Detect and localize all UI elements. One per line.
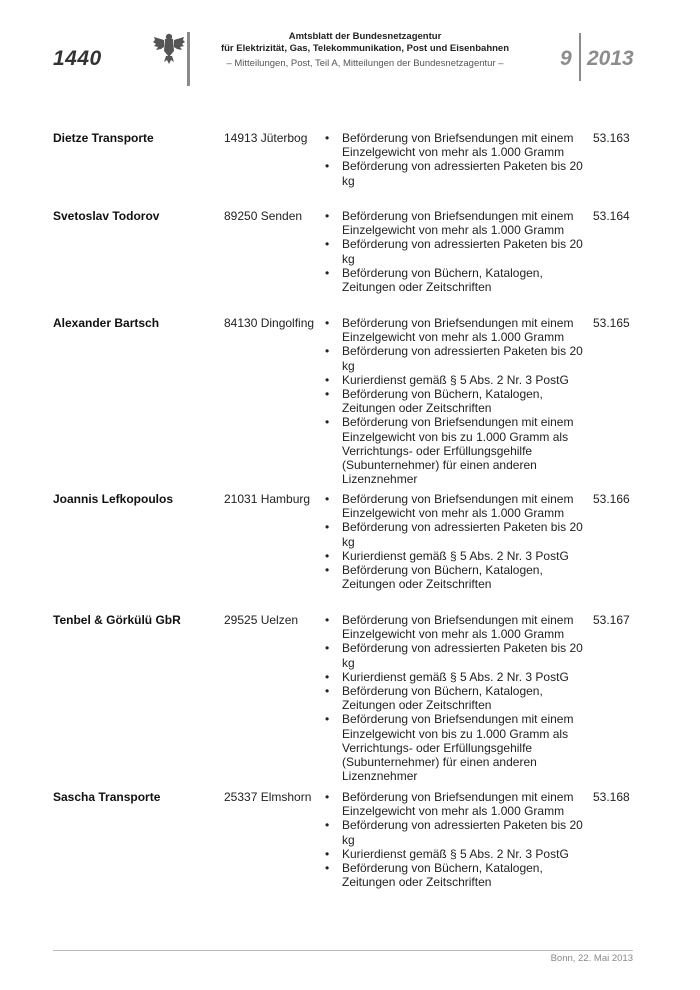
license-number: 53.166: [593, 492, 630, 506]
service-item: • Beförderung von adressierten Paketen bis 20 kg: [325, 159, 591, 187]
service-item: • Beförderung von Büchern, Katalogen, Zeitungen oder Zeitschriften: [325, 266, 591, 294]
publication-title: [200, 31, 530, 55]
service-item: • Beförderung von adressierten Paketen bis 20 kg: [325, 818, 591, 846]
licensee-location: 25337 Elmshorn: [224, 790, 312, 804]
licensee-name: Sascha Transporte: [53, 790, 161, 804]
licensee-name: Svetoslav Todorov: [53, 209, 160, 223]
service-item: • Beförderung von Briefsendungen mit einem Einzelgewicht von mehr als 1.000 Gramm: [325, 492, 591, 520]
federal-eagle-icon: [152, 31, 186, 67]
service-item: • Beförderung von adressierten Paketen bis 20 kg: [325, 520, 591, 548]
service-list: [325, 613, 591, 783]
service-item: • Beförderung von Briefsendungen mit einem Einzelgewicht von bis zu 1.000 Gramm als Verrichtungs- oder Erfüllungsgehilfe (Subunternehmer) für einen anderen Lizenznehmer: [325, 712, 591, 783]
issue-year: 2013: [587, 47, 634, 70]
issue-divider: [579, 33, 581, 81]
page-number: 1440: [53, 47, 102, 70]
service-item: • Beförderung von adressierten Paketen bis 20 kg: [325, 237, 591, 265]
license-number: 53.164: [593, 209, 630, 223]
issue-number: 9: [560, 47, 572, 70]
service-item: • Beförderung von Büchern, Katalogen, Zeitungen oder Zeitschriften: [325, 387, 591, 415]
licensee-location: 29525 Uelzen: [224, 613, 299, 627]
licensee-location: 84130 Dingolfing: [224, 316, 315, 330]
service-item: • Kurierdienst gemäß § 5 Abs. 2 Nr. 3 PostG: [325, 373, 591, 387]
service-item: • Beförderung von Briefsendungen mit einem Einzelgewicht von mehr als 1.000 Gramm: [325, 131, 591, 159]
service-list: [325, 492, 591, 591]
service-item: • Beförderung von adressierten Paketen bis 20 kg: [325, 641, 591, 669]
service-list: [325, 316, 591, 486]
license-number: 53.163: [593, 131, 630, 145]
service-item: • Beförderung von Büchern, Katalogen, Zeitungen oder Zeitschriften: [325, 684, 591, 712]
service-list: [325, 131, 591, 188]
licensee-location: 21031 Hamburg: [224, 492, 311, 506]
licensee-name: Alexander Bartsch: [53, 316, 160, 330]
service-item: • Kurierdienst gemäß § 5 Abs. 2 Nr. 3 PostG: [325, 670, 591, 684]
page-header: [0, 0, 700, 95]
license-number: 53.168: [593, 790, 630, 804]
service-item: • Beförderung von Briefsendungen mit einem Einzelgewicht von mehr als 1.000 Gramm: [325, 613, 591, 641]
service-item: • Beförderung von Briefsendungen mit einem Einzelgewicht von mehr als 1.000 Gramm: [325, 209, 591, 237]
service-item: • Beförderung von Briefsendungen mit einem Einzelgewicht von bis zu 1.000 Gramm als Verrichtungs- oder Erfüllungsgehilfe (Subunternehmer) für einen anderen Lizenznehmer: [325, 415, 591, 486]
service-list: [325, 209, 591, 294]
publication-title-line2: für Elektrizität, Gas, Telekommunikation, Post und Eisenbahnen: [220, 43, 510, 54]
licensee-name: Tenbel & Görkülü GbR: [53, 613, 181, 627]
licensee-name: Dietze Transporte: [53, 131, 154, 145]
service-list: [325, 790, 591, 889]
service-item: • Kurierdienst gemäß § 5 Abs. 2 Nr. 3 PostG: [325, 549, 591, 563]
service-item: • Kurierdienst gemäß § 5 Abs. 2 Nr. 3 PostG: [325, 847, 591, 861]
license-number: 53.165: [593, 316, 630, 330]
footer-date: Bonn, 22. Mai 2013: [550, 953, 633, 964]
service-item: • Beförderung von Büchern, Katalogen, Zeitungen oder Zeitschriften: [325, 861, 591, 889]
publication-subtitle: – Mitteilungen, Post, Teil A, Mitteilungen der Bundesnetzagentur –: [226, 58, 504, 69]
licensee-location: 89250 Senden: [224, 209, 303, 223]
service-item: • Beförderung von Briefsendungen mit einem Einzelgewicht von mehr als 1.000 Gramm: [325, 316, 591, 344]
publication-title-line1: Amtsblatt der Bundesnetzagentur: [288, 31, 442, 42]
header-divider: [187, 32, 190, 86]
licensee-name: Joannis Lefkopoulos: [53, 492, 174, 506]
footer-divider: [53, 950, 633, 951]
service-item: • Beförderung von Büchern, Katalogen, Zeitungen oder Zeitschriften: [325, 563, 591, 591]
licensee-location: 14913 Jüterbog: [224, 131, 308, 145]
service-item: • Beförderung von Briefsendungen mit einem Einzelgewicht von mehr als 1.000 Gramm: [325, 790, 591, 818]
service-item: • Beförderung von adressierten Paketen bis 20 kg: [325, 344, 591, 372]
license-number: 53.167: [593, 613, 630, 627]
